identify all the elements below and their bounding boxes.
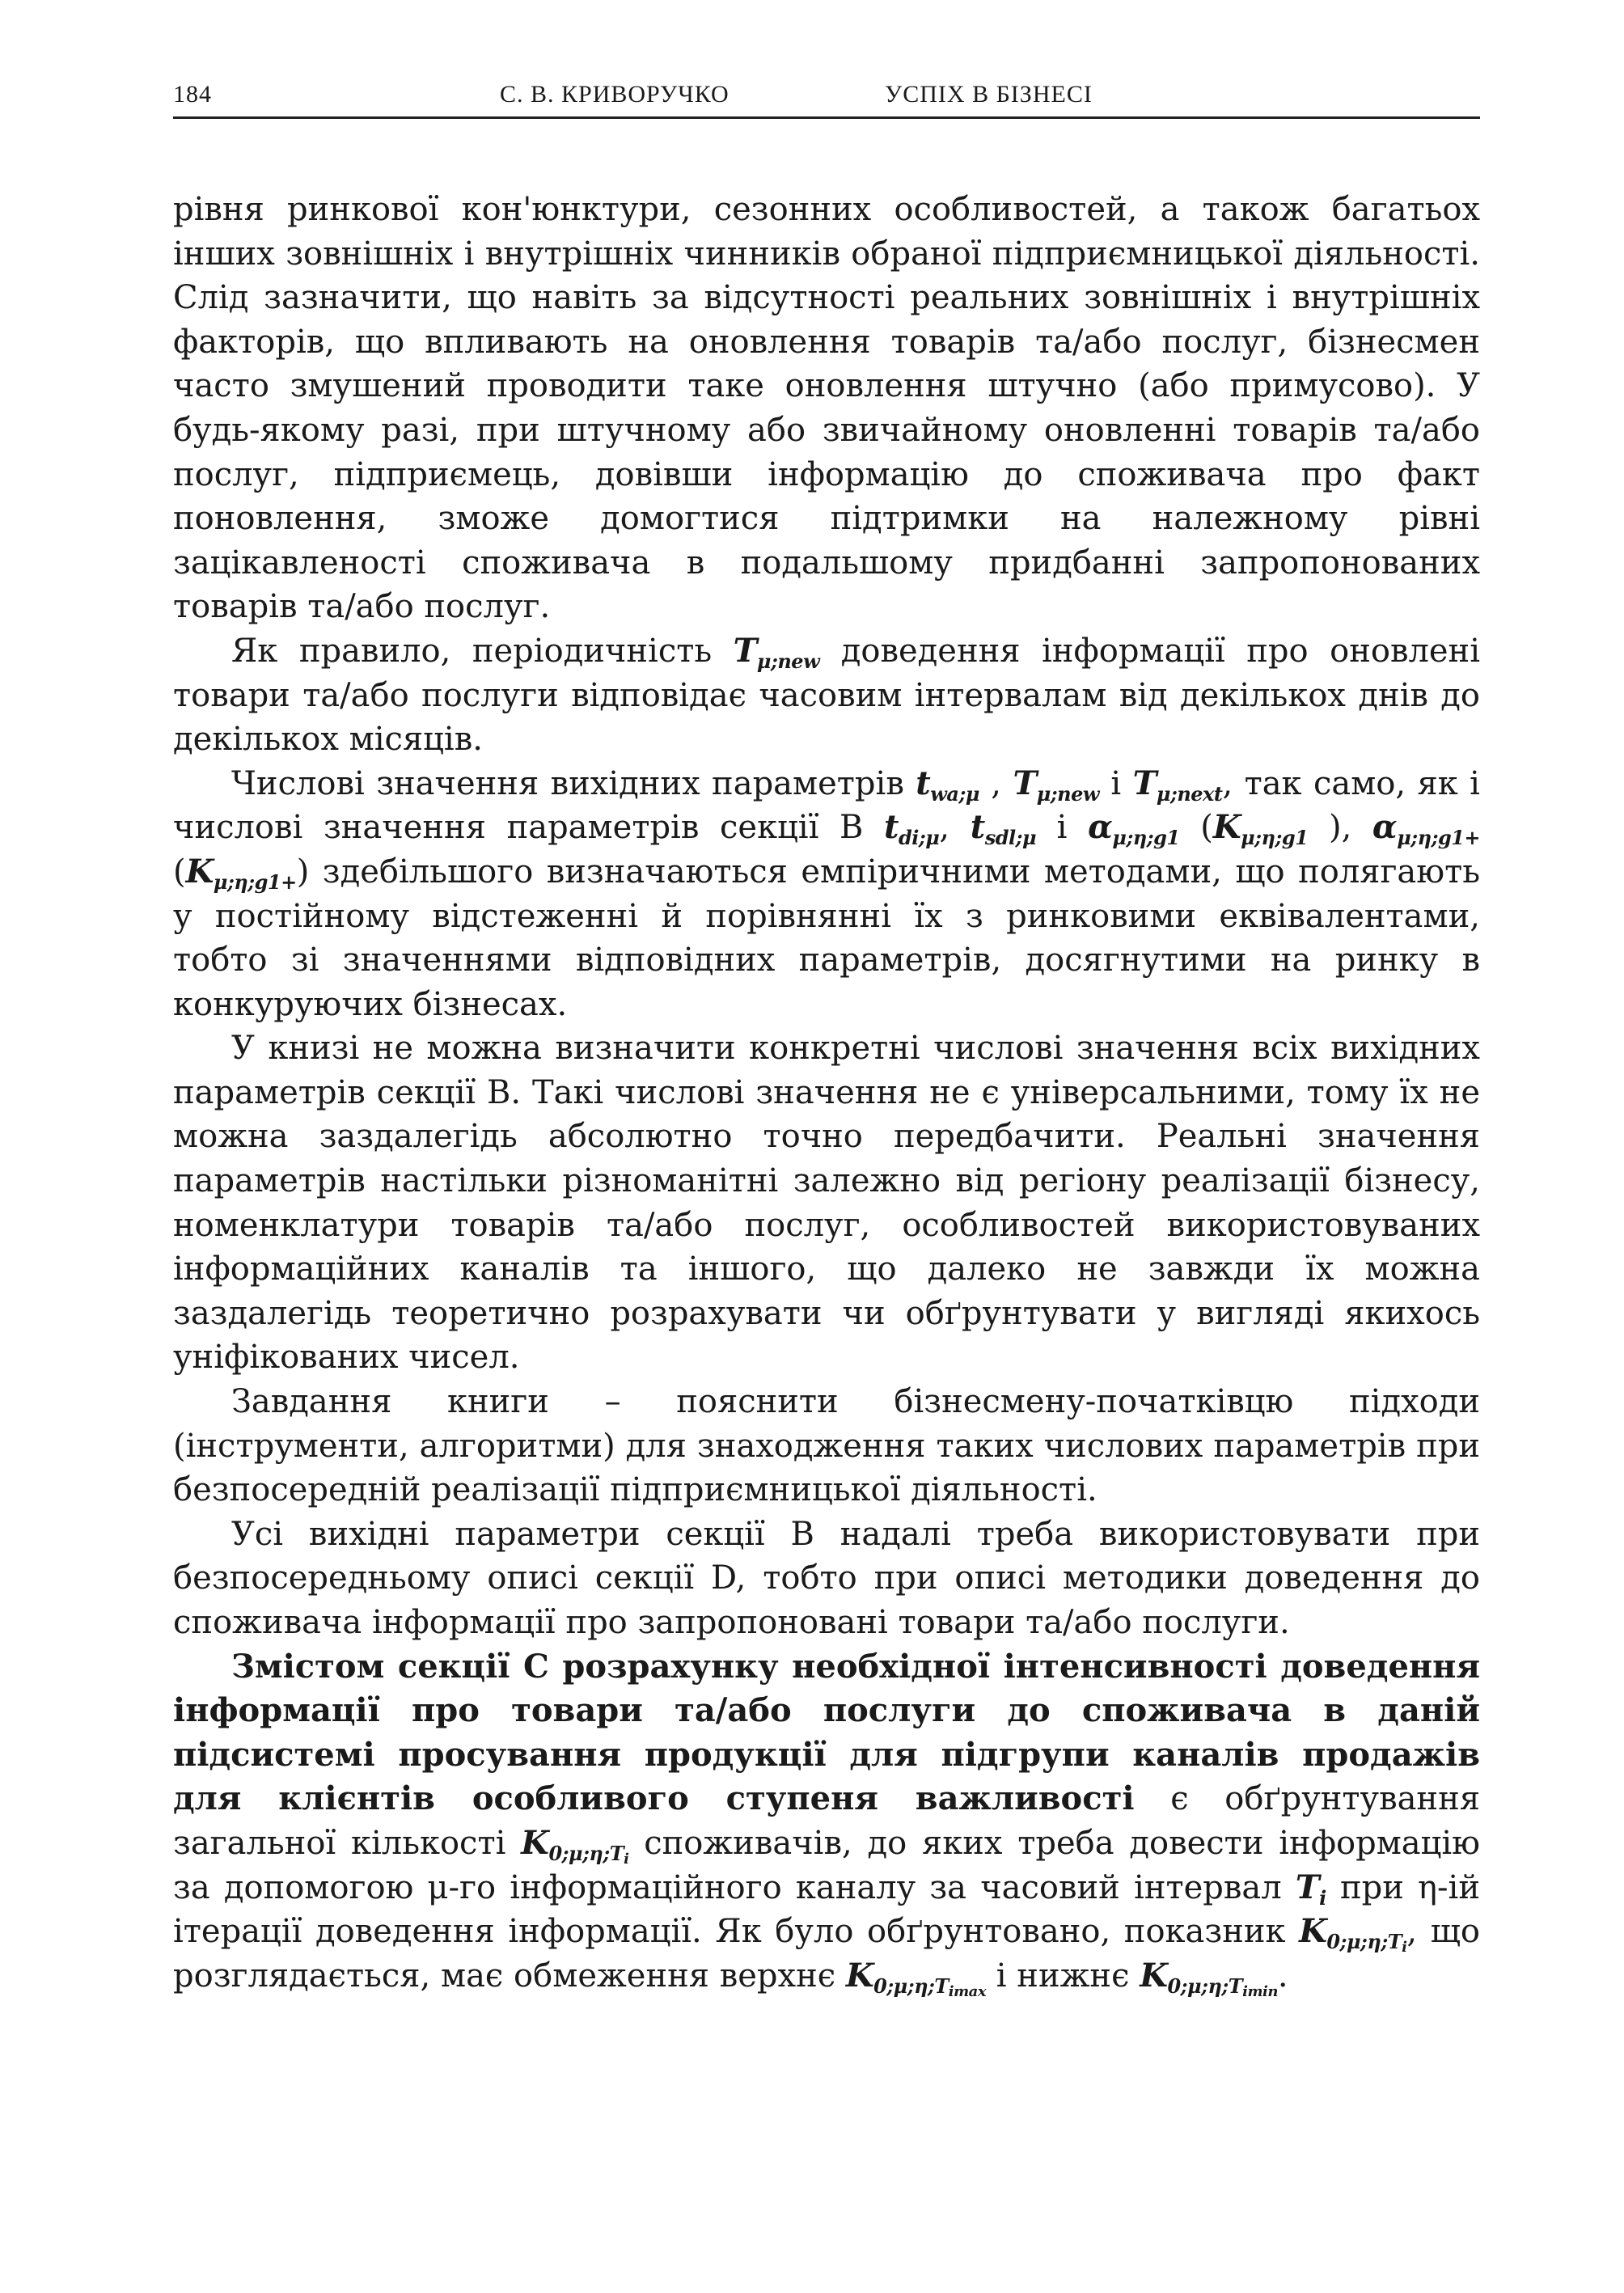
symbol-t-di-mu	[884, 808, 940, 850]
symbol-subscript-text: 0;μ;η;T	[1326, 1930, 1402, 1954]
symbol-k-g1-plus	[185, 852, 297, 894]
text-run: споживачів, до яких треба довести інформацію за допомогою μ-го інформаційного каналу за часовий інтервал	[173, 1824, 1480, 1906]
page-number: 184	[173, 81, 212, 108]
symbol-alpha-g1-plus	[1372, 808, 1481, 850]
symbol-subscript-text: 0;μ;η;T	[548, 1841, 624, 1865]
text-run: і	[1099, 764, 1133, 802]
symbol-subscript: μ;η;g1	[1112, 826, 1180, 850]
symbol-sub-subscript: i	[1402, 1939, 1407, 1957]
body-text	[173, 188, 1480, 1998]
header-rule	[173, 116, 1480, 119]
symbol-t-mu-new	[733, 631, 820, 673]
symbol-subscript: μ;η;g1+	[213, 869, 297, 894]
running-header	[173, 78, 1480, 116]
header-author: С. В. КРИВОРУЧКО	[500, 81, 730, 108]
symbol-t-sdl-mu	[970, 808, 1037, 850]
text-run: є обґрунтування загальної кількості	[173, 1780, 1480, 1862]
text-run: ,	[939, 809, 971, 847]
symbol-sub-subscript: imin	[1242, 1982, 1278, 2000]
symbol-t-mu-next	[1132, 764, 1223, 806]
symbol-base: T	[733, 631, 757, 670]
symbol-subscript: μ;new	[1036, 781, 1100, 806]
paragraph-5: Завдання книги – пояснити бізнесмену-початківцю підходи (інструменти, алгоритми) для знаходження таких числових параметрів при безпосередній реалізації підприємницької діяльності.	[173, 1383, 1480, 1509]
symbol-base: t	[970, 808, 985, 847]
symbol-t-wa-mu	[916, 764, 979, 806]
symbol-base: T	[1013, 764, 1037, 802]
symbol-base: α	[1088, 808, 1113, 847]
symbol-subscript: sdl;μ	[984, 826, 1037, 850]
text-run: Числові значення вихідних параметрів	[231, 764, 916, 802]
symbol-subscript: μ;η;g1	[1241, 826, 1309, 850]
symbol-t-mu-new	[1013, 764, 1100, 806]
symbol-subscript	[873, 1974, 986, 1998]
text-run: ,	[979, 764, 1013, 802]
bold-lead-text: Змістом секції С розрахунку необхідної інтенсивності доведення інформації про товари та/або послуги до споживача в даній підсистемі просування продукції для підгрупи каналів продажів для клієнтів особливого ступеня важливості	[173, 1647, 1480, 1818]
text-run: і нижнє	[986, 1957, 1140, 1995]
symbol-base: T	[1132, 764, 1157, 802]
text-run: Як правило, періодичність	[231, 632, 734, 670]
text-run: ),	[1308, 809, 1372, 847]
symbol-k0-ti-min	[1140, 1956, 1278, 2000]
paragraph-7	[173, 1645, 1480, 1999]
symbol-sub-subscript: imax	[948, 1982, 987, 2000]
text-run: при η-ій ітерації доведення інформації. Як було обґрунтовано, показник	[173, 1868, 1480, 1951]
symbol-subscript	[1167, 1974, 1277, 1998]
paragraph-6: Усі вихідні параметри секції В надалі треба використовувати при безпосередньому описі секції D, тобто при описі методики доведення до споживача інформації про запропоновані товари та/або послуги.	[173, 1515, 1480, 1641]
symbol-t-i	[1295, 1868, 1326, 1910]
symbol-subscript: di;μ	[899, 826, 940, 850]
symbol-base: t	[884, 808, 899, 847]
symbol-base: t	[916, 764, 931, 802]
symbol-base: K	[1140, 1956, 1168, 1995]
text-run: і	[1036, 809, 1089, 847]
symbol-base: K	[845, 1956, 874, 1995]
symbol-sub-subscript: i	[624, 1850, 629, 1868]
symbol-k-g1	[1212, 808, 1309, 850]
symbol-subscript-text: 0;μ;η;T	[1167, 1974, 1243, 1998]
symbol-subscript: i	[1319, 1885, 1326, 1910]
symbol-k0-ti-max	[845, 1956, 987, 2000]
symbol-subscript: μ;η;g1+	[1397, 826, 1481, 850]
symbol-base: K	[1299, 1912, 1327, 1951]
text-run: .	[1277, 1957, 1288, 1995]
text-run: доведення інформації про оновлені товари та/або послуги відповідає часовим інтервалам від декількох днів до декількох місяців.	[173, 632, 1480, 759]
symbol-base: K	[521, 1823, 549, 1862]
symbol-subscript: μ;next	[1156, 781, 1223, 806]
symbol-subscript: μ;new	[756, 649, 820, 673]
text-run: ) здебільшого визначаються емпіричними методами, що полягають у постійному відстеженні й порівнянні їх з ринковими еквівалентами, тобто зі значеннями відповідних параметрів, досягнутими на ринку в конкуруючих бізнесах.	[173, 852, 1480, 1023]
symbol-base: K	[185, 852, 214, 891]
text-run: , що розглядається, має обмеження верхнє	[173, 1913, 1481, 1995]
symbol-base: K	[1212, 808, 1241, 847]
text-run: (	[173, 852, 186, 891]
symbol-k0-ti	[521, 1823, 629, 1868]
symbol-k0-ti	[1299, 1912, 1407, 1957]
symbol-subscript: wa;μ	[930, 781, 979, 806]
symbol-subscript	[548, 1841, 629, 1868]
symbol-subscript	[1326, 1930, 1407, 1957]
text-run: , так само, як і числові значення параметрів секції В	[173, 764, 1480, 847]
symbol-subscript-text: 0;μ;η;T	[873, 1974, 949, 1998]
symbol-base: α	[1372, 808, 1398, 847]
paragraph-1: рівня ринкової кон'юнктури, сезонних особливостей, а також багатьох інших зовнішніх і внутрішніх чинників обраної підприємницької діяльності. Слід зазначити, що навіть за відсутності реальних зовнішніх і внутрішніх факторів, що впливають на оновлення товарів та/або послуг, бізнесмен часто змушений проводити таке оновлення штучно (або примусово). У будь-якому разі, при штучному або звичайному оновленні товарів та/або послуг, підприємець, довівши інформацію до споживача про факт поновлення, зможе домогтися підтримки на належному рівні зацікавленості споживача в подальшому придбанні запропонованих товарів та/або послуг.	[173, 191, 1480, 626]
symbol-base: T	[1295, 1868, 1320, 1906]
header-book-title: УСПІХ В БІЗНЕСІ	[885, 81, 1093, 108]
paragraph-3	[173, 762, 1480, 1027]
paragraph-4: У книзі не можна визначити конкретні числові значення всіх вихідних параметрів секції В. Такі числові значення не є універсальними, тому їх не можна заздалегідь абсолютно точно передбачити. Реальні значення параметрів настільки різноманітні залежно від регіону реалізації бізнесу, номенклатури товарів та/або послуг, особливостей використовуваних інформаційних каналів та іншого, що далеко не завжди їх можна заздалегідь теоретично розрахувати чи обґрунтувати у вигляді якихось уніфікованих чисел.	[173, 1030, 1480, 1377]
text-run: (	[1179, 809, 1213, 847]
symbol-alpha-g1	[1088, 808, 1180, 850]
paragraph-2	[173, 629, 1480, 762]
